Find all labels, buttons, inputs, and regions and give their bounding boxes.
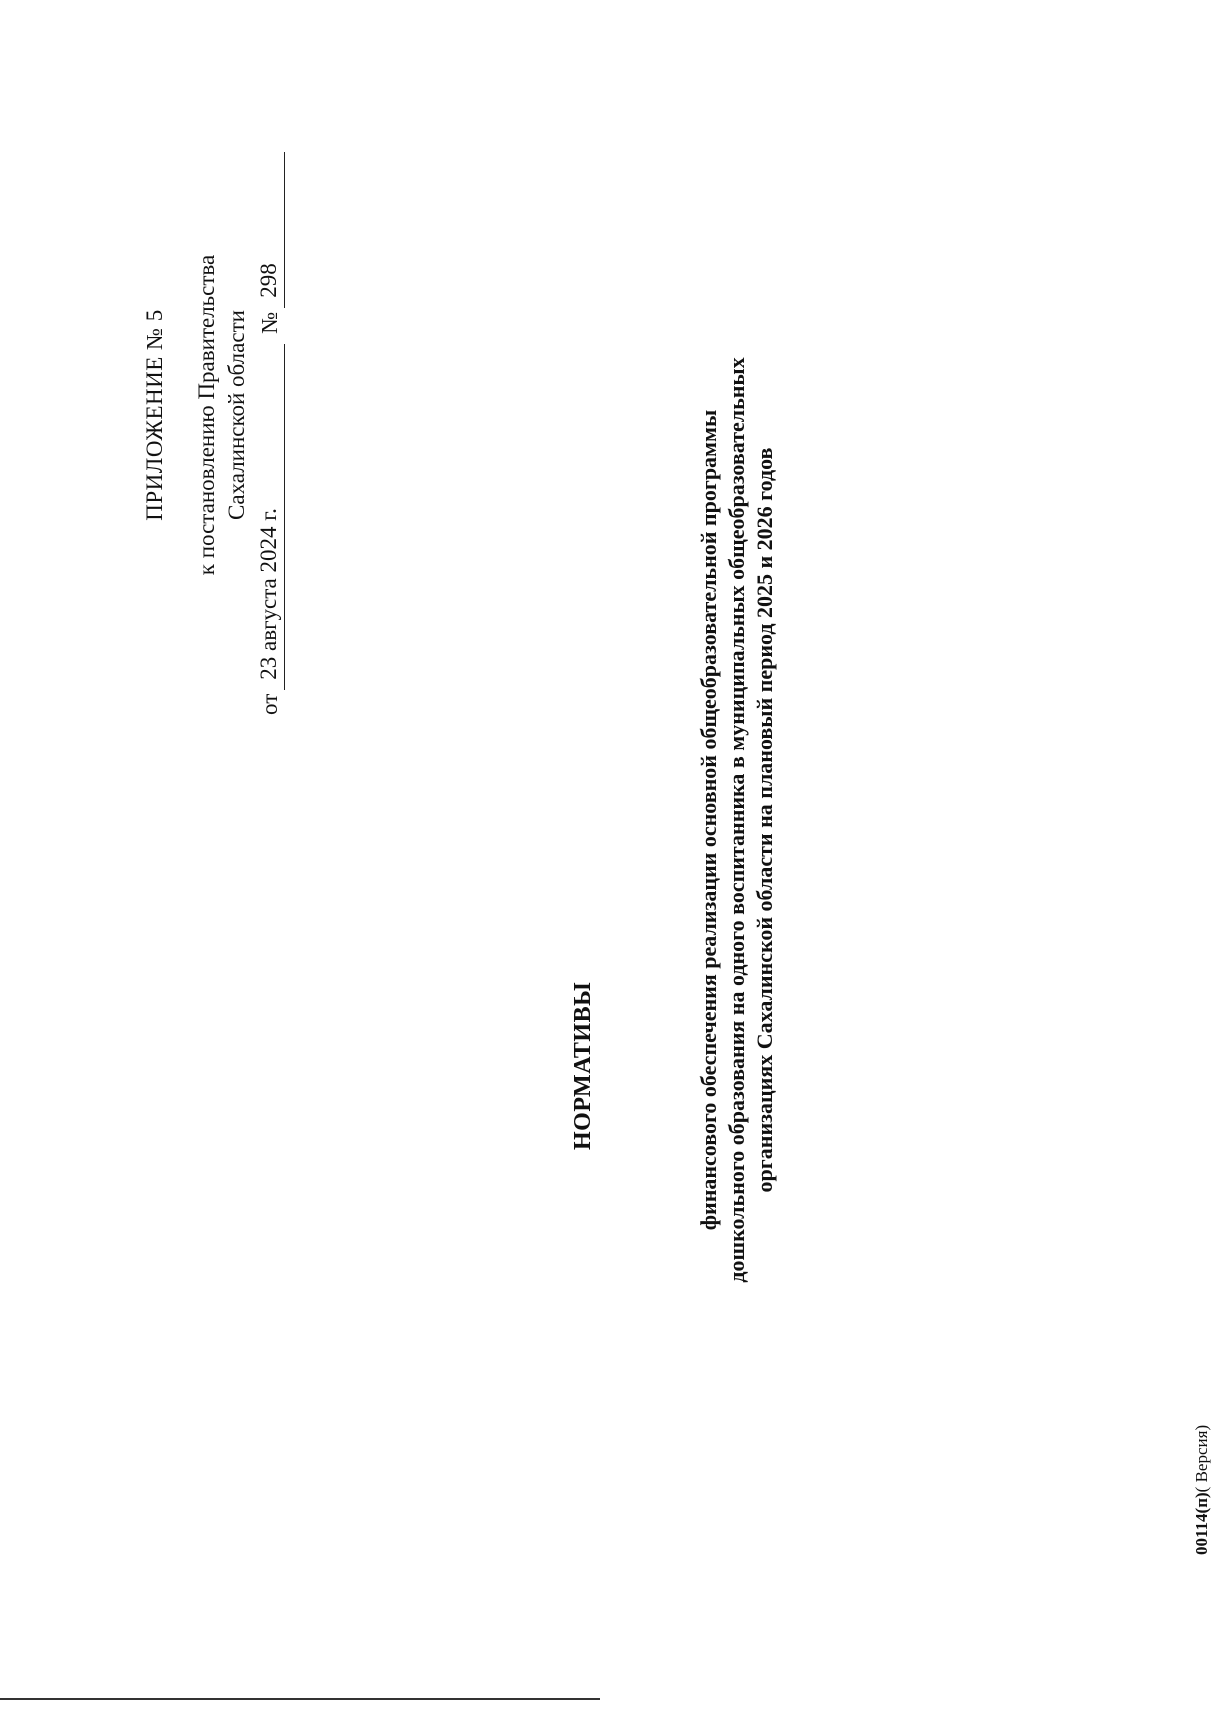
footer-code <box>1192 1425 1212 1555</box>
document-heading: НОРМАТИВЫ <box>570 981 596 1150</box>
footer-code-number: 00114(п) <box>1192 1492 1211 1555</box>
bottom-rule <box>0 1698 600 1700</box>
appendix-date-line <box>254 115 285 715</box>
number-label: № <box>257 311 282 334</box>
appendix-number: 298 <box>254 152 285 308</box>
document-subtitle <box>695 210 779 1430</box>
subtitle-line-1: финансового обеспечения реализации основной общеобразовательной программы <box>696 409 721 1231</box>
subtitle-line-2: дошкольного образования на одного воспитанника в муниципальных общеобразовательных <box>724 357 749 1283</box>
appendix-line-2: Сахалинской области <box>224 310 249 520</box>
footer-version: ( Версия) <box>1192 1424 1211 1493</box>
from-label: от <box>257 693 282 715</box>
appendix-block <box>140 115 285 715</box>
subtitle-line-3: организациях Сахалинской области на плановый период 2025 и 2026 годов <box>752 447 777 1193</box>
appendix-line-1: к постановлению Правительства <box>194 254 219 576</box>
appendix-date: 23 августа 2024 г. <box>254 344 285 690</box>
appendix-title: ПРИЛОЖЕНИЕ № 5 <box>142 309 167 521</box>
